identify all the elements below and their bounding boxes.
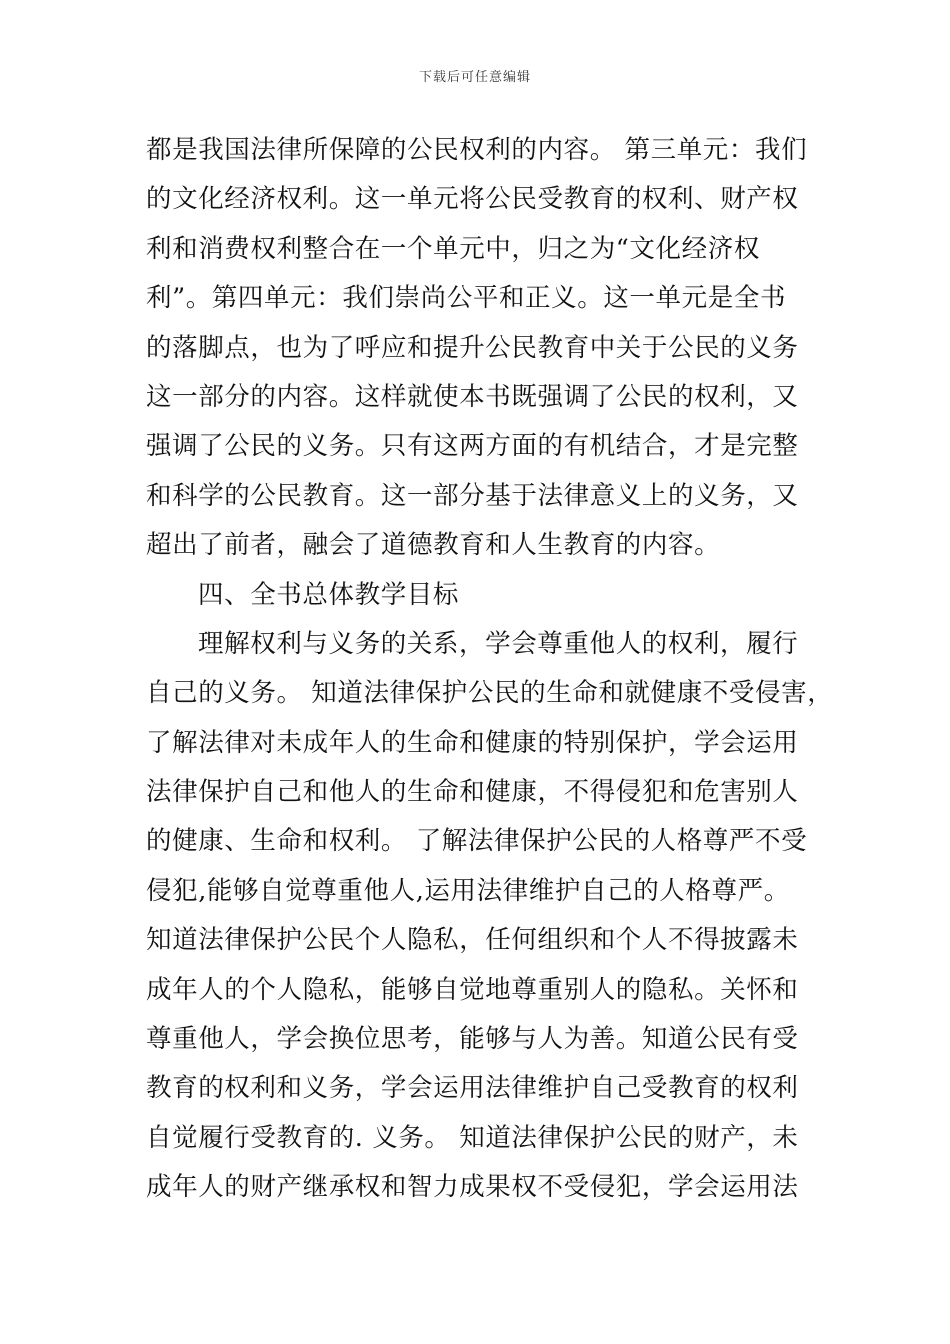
text-line: 知道法律保护公民个人隐私，任何组织和个人不得披露未 xyxy=(146,925,799,956)
text-line: 法律保护自己和他人的生命和健康，不得侵犯和危害别人 xyxy=(146,777,799,808)
text-line: 侵犯,能够自觉尊重他人,运用法律维护自己的人格尊严。 xyxy=(146,875,790,906)
section-heading: 四、全书总体教学目标 xyxy=(198,579,460,610)
text-line: 利”。第四单元：我们崇尚公平和正义。这一单元是全书 xyxy=(146,283,787,314)
text-line: 的健康、生命和权利。 了解法律保护公民的人格尊严不受 xyxy=(146,826,808,857)
text-line: 强调了公民的义务。只有这两方面的有机结合，才是完整 xyxy=(146,431,799,462)
text-line: 的落脚点，也为了呼应和提升公民教育中关于公民的义务 xyxy=(146,332,799,363)
text-line: 教育的权利和义务，学会运用法律维护自己受教育的权利 xyxy=(146,1073,799,1104)
text-line: 理解权利与义务的关系，学会尊重他人的权利，履行 xyxy=(198,628,799,659)
text-line: 和科学的公民教育。这一部分基于法律意义上的义务，又 xyxy=(146,480,799,511)
text-line: 自己的义务。 知道法律保护公民的生命和就健康不受侵害， xyxy=(146,678,834,709)
page-header: 下载后可任意编辑 xyxy=(418,70,531,85)
document-body xyxy=(146,126,834,1213)
text-line: 的文化经济权利。这一单元将公民受教育的权利、财产权 xyxy=(146,184,799,215)
text-line: 尊重他人，学会换位思考，能够与人为善。知道公民有受 xyxy=(146,1024,799,1055)
text-line: 成年人的个人隐私，能够自觉地尊重别人的隐私。关怀和 xyxy=(146,974,799,1005)
text-line: 超出了前者，融会了道德教育和人生教育的内容。 xyxy=(146,530,721,561)
text-line: 这一部分的内容。这样就使本书既强调了公民的权利，又 xyxy=(146,381,799,412)
text-line: 利和消费权利整合在一个单元中，归之为“文化经济权 xyxy=(146,233,760,264)
text-line: 自觉履行受教育的. 义务。 知道法律保护公民的财产，未 xyxy=(146,1122,799,1153)
text-line: 成年人的财产继承权和智力成果权不受侵犯，学会运用法 xyxy=(146,1172,799,1203)
text-line: 都是我国法律所保障的公民权利的内容。 第三单元：我们 xyxy=(146,135,808,165)
text-line: 了解法律对未成年人的生命和健康的特别保护，学会运用 xyxy=(146,727,799,758)
